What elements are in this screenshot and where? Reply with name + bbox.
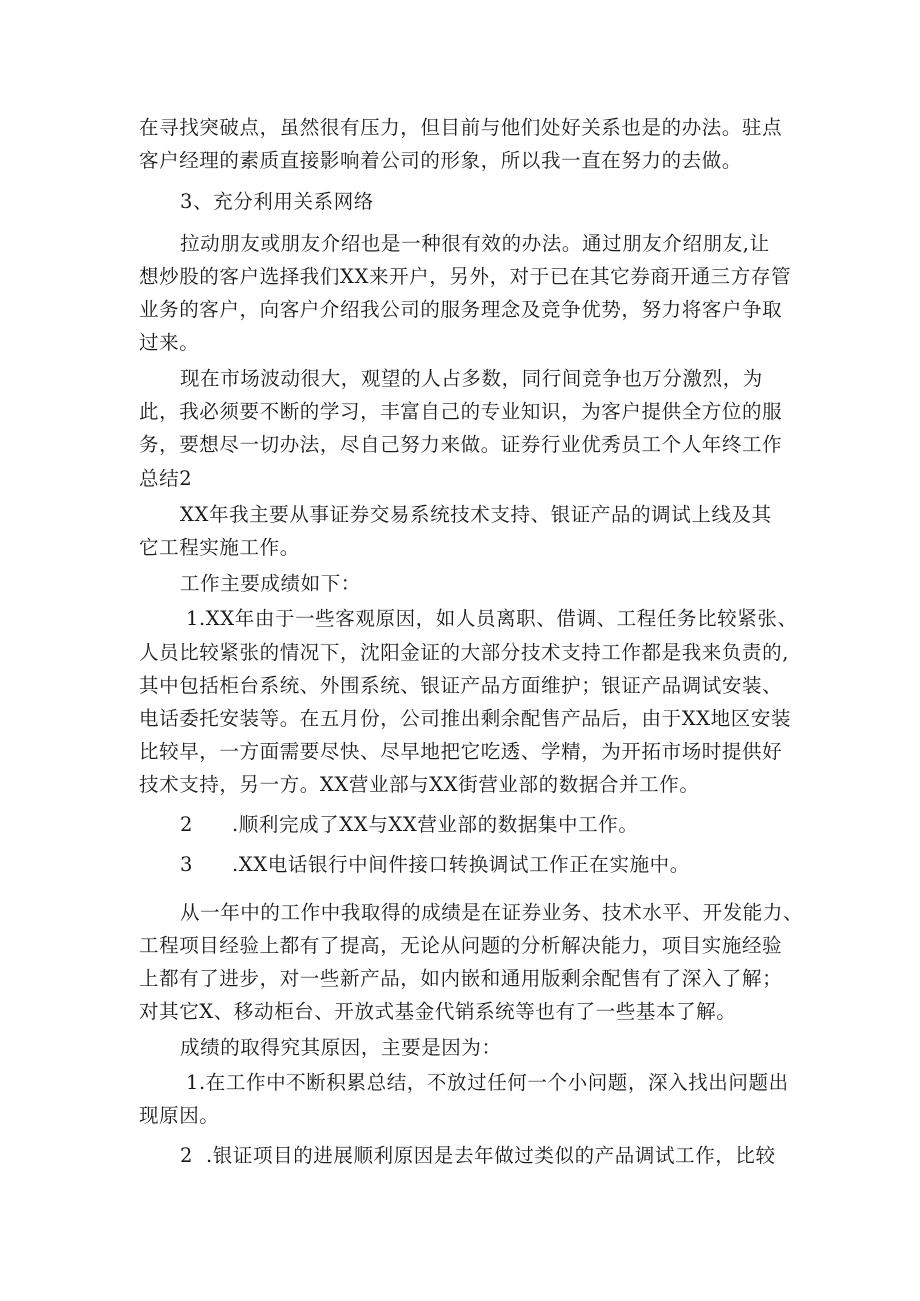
list-item: .XX电话银行中间件接口转换调试工作正在实施中。	[232, 853, 690, 876]
text-line: 其中包括柜台系统、外围系统、银证产品方面维护；银证产品调试安装、	[139, 674, 783, 697]
text-line: 从一年中的工作中我取得的成绩是在证券业务、技术水平、开发能力、	[180, 901, 804, 924]
text-line: 电话委托安装等。在五月份，公司推出剩余配售产品后，由于XX地区安装	[139, 707, 792, 730]
text-line: 客户经理的素质直接影响着公司的形象，所以我一直在努力的去做。	[139, 149, 743, 172]
text-line: 上都有了进步，对一些新产品，如内嵌和通用版剩余配售有了深入了解；	[139, 967, 783, 990]
text-line: 它工程实施工作。	[139, 536, 300, 559]
text-line: XX年我主要从事证券交易系统技术支持、银证产品的调试上线及其	[180, 503, 772, 526]
text-line: 务，要想尽一切办法，尽自己努力来做。证券行业优秀员工个人年终工作	[139, 433, 783, 456]
text-line: 总结2	[139, 467, 193, 490]
text-line: 在寻找突破点，虽然很有压力，但目前与他们处好关系也是的办法。驻点	[139, 116, 783, 139]
text-line: 现在市场波动很大，观望的人占多数，同行间竞争也万分激烈，为	[180, 367, 763, 390]
text-line: 比较早，一方面需要尽快、尽早地把它吃透、学精，为开拓市场时提供好	[139, 740, 783, 763]
text-line: 此，我必须要不断的学习，丰富自己的专业知识，为客户提供全方位的服	[139, 400, 783, 423]
text-line: 现原因。	[139, 1104, 220, 1127]
text-line: 想炒股的客户选择我们XX来开户，另外，对于已在其它券商开通三方存管	[139, 265, 792, 288]
list-item-number: 2	[180, 1144, 193, 1167]
text-line: 过来。	[139, 331, 200, 354]
list-item: .银证项目的进展顺利原因是去年做过类似的产品调试工作，比较	[206, 1144, 776, 1167]
list-item: 1.在工作中不断积累总结，不放过任何一个小问题，深入找出问题出	[186, 1071, 789, 1094]
text-line: 对其它X、移动柜台、开放式基金代销系统等也有了一些基本了解。	[139, 1000, 737, 1023]
text-line: 工作主要成绩如下：	[180, 572, 361, 595]
list-item: 1.XX年由于一些客观原因，如人员离职、借调、工程任务比较紧张、	[186, 607, 798, 630]
section-heading: 3、充分利用关系网络	[180, 190, 374, 213]
list-item-number: 3	[180, 853, 193, 876]
list-item-number: 2	[180, 813, 193, 836]
text-line: 工程项目经验上都有了提高，无论从问题的分析解决能力，项目实施经验	[139, 934, 783, 957]
text-line: 人员比较紧张的情况下，沈阳金证的大部分技术支持工作都是我来负责的,	[139, 641, 789, 664]
text-line: 成绩的取得究其原因，主要是因为：	[180, 1036, 502, 1059]
text-line: 技术支持，另一方。XX营业部与XX街营业部的数据合并工作。	[139, 773, 700, 796]
list-item: .顺利完成了XX与XX营业部的数据集中工作。	[232, 813, 639, 836]
text-line: 拉动朋友或朋友介绍也是一种很有效的办法。通过朋友介绍朋友,让	[180, 232, 770, 255]
text-line: 业务的客户，向客户介绍我公司的服务理念及竞争优势，努力将客户争取	[139, 298, 783, 321]
